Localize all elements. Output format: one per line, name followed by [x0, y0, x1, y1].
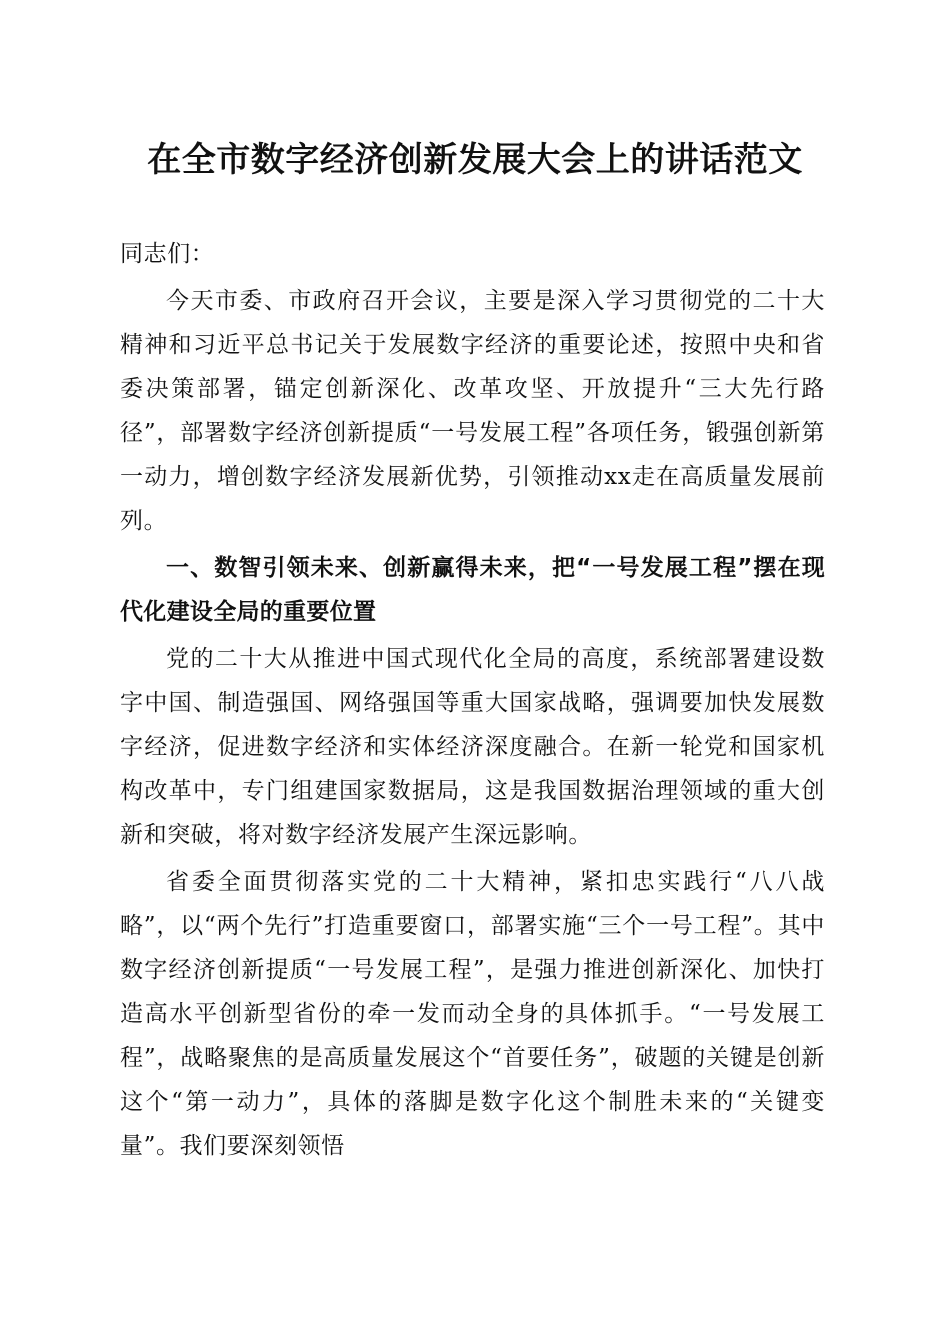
section1-paragraph-1: 党的二十大从推进中国式现代化全局的高度，系统部署建设数字中国、制造强国、网络强国等重大国家战略，强调要加快发展数字经济，促进数字经济和实体经济深度融合。在新一轮党和国家机构改革中，专门组建国家数据局，这是我国数据治理领域的重大创新和突破，将对数字经济发展产生深远影响。: [120, 646, 825, 848]
salutation: 同志们：: [120, 241, 215, 267]
document-title: 在全市数字经济创新发展大会上的讲话范文: [147, 140, 803, 180]
section-heading-1: 一、数智引领未来、创新赢得未来，把“一号发展工程”摆在现代化建设全局的重要位置: [120, 555, 825, 625]
document-body: [120, 232, 825, 1171]
intro-paragraph: 今天市委、市政府召开会议，主要是深入学习贯彻党的二十大精神和习近平总书记关于发展数字经济的重要论述，按照中央和省委决策部署，锚定创新深化、改革攻坚、开放提升“三大先行路径”，部署数字经济创新提质“一号发展工程”各项任务，锻强创新第一动力，增创数字经济发展新优势，引领推动xx走在高质量发展前列。: [120, 288, 825, 534]
section1-paragraph-2: 省委全面贯彻落实党的二十大精神，紧扣忠实践行“八八战略”，以“两个先行”打造重要窗口，部署实施“三个一号工程”。其中数字经济创新提质“一号发展工程”，是强力推进创新深化、加快打造高水平创新型省份的牵一发而动全身的具体抓手。“一号发展工程”，战略聚焦的是高质量发展这个“首要任务”，破题的关键是创新这个“第一动力”，具体的落脚是数字化这个制胜未来的“关键变量”。我们要深刻领悟: [120, 869, 825, 1159]
